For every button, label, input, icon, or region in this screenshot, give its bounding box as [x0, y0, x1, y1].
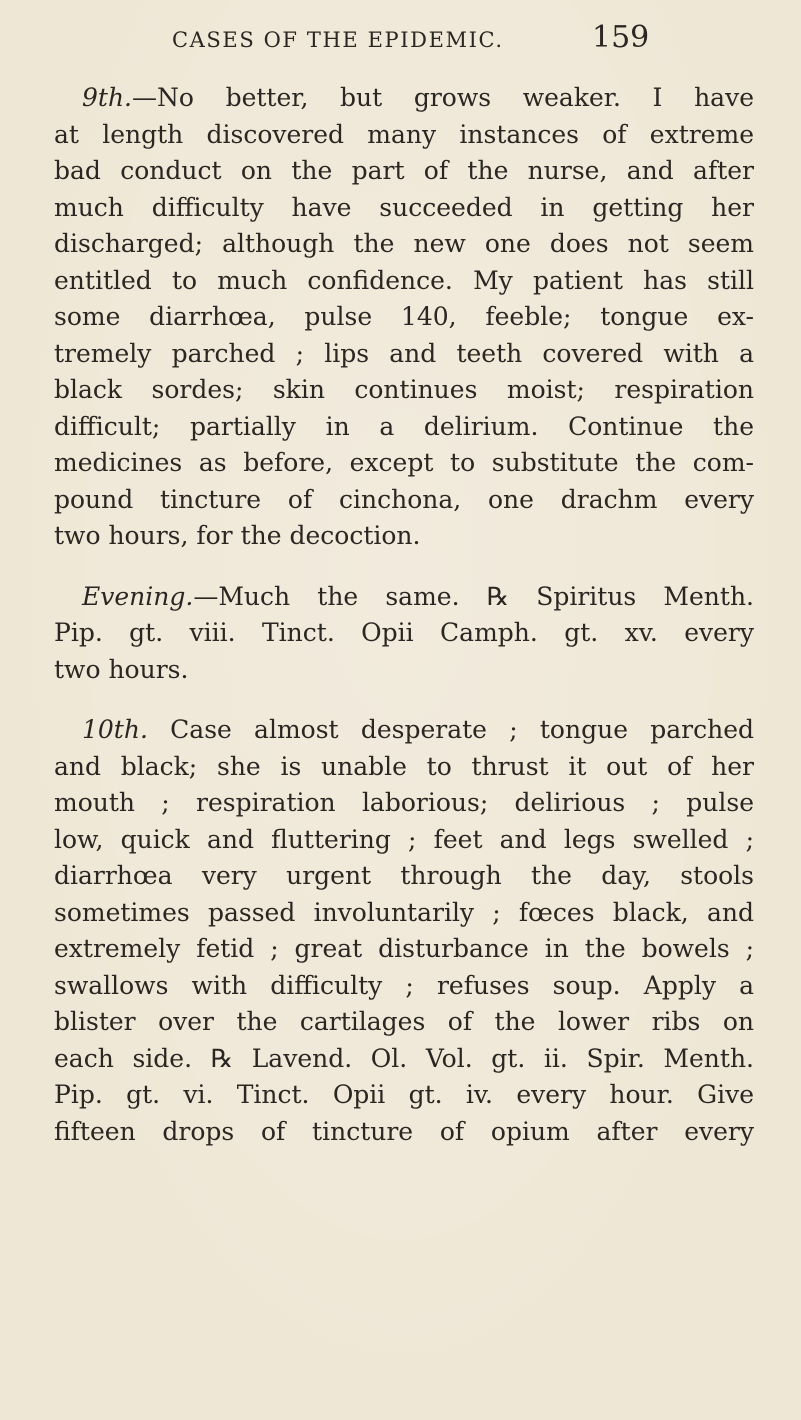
- text-line: Pip. gt. viii. Tinct. Opii Camph. gt. xv. every: [54, 618, 754, 647]
- paragraph-9th: [54, 80, 754, 555]
- text-line: pound tincture of cinchona, one drachm every: [54, 484, 754, 514]
- body-text: [54, 80, 754, 1150]
- paragraph-evening: [54, 579, 754, 689]
- text-line: 9th.—No better, but grows weaker. I have: [82, 83, 754, 112]
- text-line: low, quick and fluttering ; feet and legs swelled ;: [54, 824, 754, 854]
- paragraph-gap: [54, 555, 754, 579]
- text-line: diarrhœa very urgent through the day, stools: [54, 861, 754, 890]
- text-line: mouth ; respiration laborious; delirious ; pulse: [54, 788, 754, 817]
- text-line: and black; she is unable to thrust it out of her: [54, 751, 754, 781]
- text-line: extremely fetid ; great disturbance in the bowels ;: [54, 934, 754, 963]
- text-line: swallows with difficulty ; refuses soup. Apply a: [54, 970, 754, 1000]
- text-line: much difficulty have succeeded in getting her: [54, 192, 754, 222]
- text-line: discharged; although the new one does not seem: [54, 229, 754, 258]
- text-line: tremely parched ; lips and teeth covered with a: [54, 338, 754, 368]
- text-line: bad conduct on the part of the nurse, and after: [54, 156, 754, 185]
- text-line: each side. ℞ Lavend. Ol. Vol. gt. ii. Spir. Menth.: [54, 1043, 754, 1073]
- text-line: fifteen drops of tincture of opium after every: [54, 1116, 754, 1146]
- text-line: Evening.—Much the same. ℞ Spiritus Menth.: [82, 581, 754, 611]
- text-line: two hours, for the decoction.: [54, 521, 421, 550]
- text-line: Pip. gt. vi. Tinct. Opii gt. iv. every hour. Give: [54, 1080, 754, 1109]
- paragraph-lead: 10th.: [82, 715, 148, 744]
- paragraph-gap: [54, 688, 754, 712]
- text-line: black sordes; skin continues moist; respiration: [54, 375, 754, 404]
- text-line: medicines as before, except to substitute the com-: [54, 448, 754, 477]
- text-line: entitled to much confidence. My patient has still: [54, 265, 754, 295]
- paragraph-lead: Evening.: [82, 581, 194, 611]
- text-line: some diarrhœa, pulse 140, feeble; tongue ex-: [54, 302, 754, 331]
- paragraph-10th: [54, 712, 754, 1150]
- text-line: two hours.: [54, 654, 189, 684]
- running-title: CASES OF THE EPIDEMIC.: [172, 28, 504, 52]
- text-line: difficult; partially in a delirium. Continue the: [54, 411, 754, 441]
- running-head: [0, 16, 801, 55]
- text-line: 10th. Case almost desperate ; tongue parched: [82, 715, 754, 744]
- text-line: blister over the cartilages of the lower ribs on: [54, 1007, 754, 1036]
- paragraph-lead: 9th.: [82, 83, 132, 112]
- page-number: 159: [592, 20, 650, 55]
- text-line: sometimes passed involuntarily ; fœces black, and: [54, 897, 754, 927]
- text-line: at length discovered many instances of extreme: [54, 119, 754, 149]
